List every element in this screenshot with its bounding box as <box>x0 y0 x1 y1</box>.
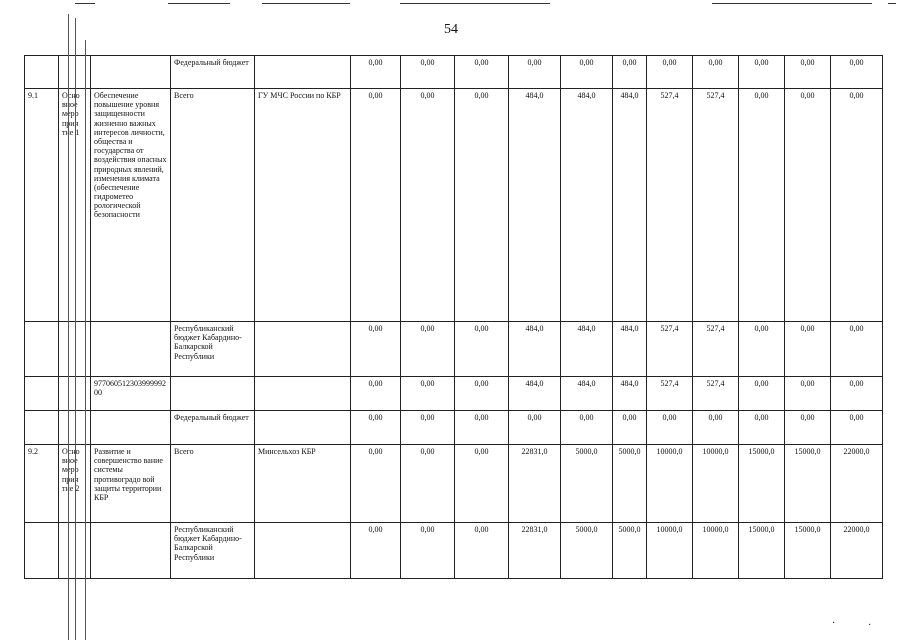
amount-cell: 0,00 <box>647 411 693 445</box>
amount-cell: 5000,0 <box>613 523 647 579</box>
amount-cell: 0,00 <box>785 89 831 322</box>
row-number-cell: 9.2 <box>25 445 59 523</box>
amount-cell: 0,00 <box>785 411 831 445</box>
amount-cell: 0,00 <box>351 322 401 377</box>
amount-cell: 15000,0 <box>739 445 785 523</box>
amount-cell: 0,00 <box>613 56 647 89</box>
amount-cell: 0,00 <box>401 89 455 322</box>
table-row <box>25 322 883 377</box>
amount-cell: 15000,0 <box>785 523 831 579</box>
amount-cell: 0,00 <box>509 411 561 445</box>
row-number-cell <box>25 322 59 377</box>
event-name-cell <box>91 322 171 377</box>
amount-cell: 22000,0 <box>831 445 883 523</box>
amount-cell: 0,00 <box>831 56 883 89</box>
amount-cell: 484,0 <box>561 322 613 377</box>
amount-cell: 0,00 <box>455 411 509 445</box>
table-row <box>25 377 883 411</box>
amount-cell: 0,00 <box>785 377 831 411</box>
amount-cell: 484,0 <box>561 89 613 322</box>
amount-cell: 0,00 <box>739 377 785 411</box>
amount-cell: 527,4 <box>693 377 739 411</box>
executor-cell <box>255 377 351 411</box>
row-number-cell <box>25 523 59 579</box>
amount-cell: 0,00 <box>561 411 613 445</box>
event-name-cell <box>91 523 171 579</box>
amount-cell: 22000,0 <box>831 523 883 579</box>
amount-cell: 10000,0 <box>693 445 739 523</box>
amount-cell: 484,0 <box>613 89 647 322</box>
scan-mark: · <box>832 618 836 629</box>
amount-cell: 527,4 <box>647 89 693 322</box>
amount-cell: 0,00 <box>739 89 785 322</box>
event-name-cell: 97706051230399999200 <box>91 377 171 411</box>
amount-cell: 0,00 <box>351 411 401 445</box>
header-rule <box>712 3 872 4</box>
amount-cell: 0,00 <box>785 56 831 89</box>
amount-cell: 0,00 <box>455 445 509 523</box>
amount-cell: 0,00 <box>785 322 831 377</box>
page-number: 54 <box>444 22 458 37</box>
amount-cell: 484,0 <box>561 377 613 411</box>
amount-cell: 484,0 <box>509 322 561 377</box>
amount-cell: 0,00 <box>401 377 455 411</box>
amount-cell: 0,00 <box>455 89 509 322</box>
amount-cell: 0,00 <box>455 377 509 411</box>
scan-mark: · <box>868 620 872 631</box>
amount-cell: 0,00 <box>351 56 401 89</box>
amount-cell: 0,00 <box>831 411 883 445</box>
amount-cell: 0,00 <box>401 445 455 523</box>
amount-cell: 0,00 <box>739 56 785 89</box>
table-row <box>25 445 883 523</box>
table-row <box>25 56 883 89</box>
amount-cell: 0,00 <box>831 322 883 377</box>
amount-cell: 0,00 <box>647 56 693 89</box>
amount-cell: 10000,0 <box>647 445 693 523</box>
amount-cell: 0,00 <box>455 56 509 89</box>
amount-cell: 0,00 <box>401 322 455 377</box>
amount-cell: 0,00 <box>455 322 509 377</box>
executor-cell <box>255 56 351 89</box>
amount-cell: 484,0 <box>509 377 561 411</box>
event-name-cell: Развитие и совершенство вание системы противоградо вой защиты территории КБР <box>91 445 171 523</box>
amount-cell: 10000,0 <box>647 523 693 579</box>
amount-cell: 0,00 <box>739 411 785 445</box>
row-number-cell: 9.1 <box>25 89 59 322</box>
scan-margin-line <box>85 40 86 640</box>
amount-cell: 0,00 <box>351 445 401 523</box>
row-number-cell <box>25 56 59 89</box>
funding-source-cell: Всего <box>171 445 255 523</box>
header-rule <box>75 3 95 4</box>
amount-cell: 0,00 <box>455 523 509 579</box>
event-name-cell <box>91 411 171 445</box>
funding-source-cell: Федеральный бюджет <box>171 56 255 89</box>
funding-source-cell <box>171 377 255 411</box>
header-rule <box>262 3 350 4</box>
event-name-cell: Обеспечение повышение уровня защищенности жизненно важных интересов личности, общества и государства от воздействия опасных природных явлений, изменения климата (обеспечение гидрометео рологической безопасности <box>91 89 171 322</box>
funding-source-cell: Всего <box>171 89 255 322</box>
event-kind-cell: Осно вное меро прия тие 2 <box>59 445 91 523</box>
amount-cell: 527,4 <box>693 89 739 322</box>
table-row <box>25 89 883 322</box>
amount-cell: 0,00 <box>351 377 401 411</box>
executor-cell: ГУ МЧС России по КБР <box>255 89 351 322</box>
amount-cell: 0,00 <box>613 411 647 445</box>
amount-cell: 0,00 <box>509 56 561 89</box>
row-number-cell <box>25 377 59 411</box>
amount-cell: 484,0 <box>613 377 647 411</box>
amount-cell: 0,00 <box>739 322 785 377</box>
amount-cell: 0,00 <box>351 523 401 579</box>
executor-cell <box>255 322 351 377</box>
amount-cell: 0,00 <box>401 411 455 445</box>
table-row <box>25 523 883 579</box>
row-number-cell <box>25 411 59 445</box>
funding-source-cell: Федеральный бюджет <box>171 411 255 445</box>
header-rule <box>400 3 550 4</box>
scan-margin-line <box>75 18 76 640</box>
amount-cell: 15000,0 <box>785 445 831 523</box>
event-name-cell <box>91 56 171 89</box>
header-rule <box>168 3 230 4</box>
amount-cell: 0,00 <box>351 89 401 322</box>
amount-cell: 0,00 <box>561 56 613 89</box>
amount-cell: 0,00 <box>401 523 455 579</box>
amount-cell: 15000,0 <box>739 523 785 579</box>
table-row <box>25 411 883 445</box>
amount-cell: 22831,0 <box>509 523 561 579</box>
amount-cell: 484,0 <box>613 322 647 377</box>
funding-source-cell: Республиканский бюджет Кабардино-Балкарской Республики <box>171 523 255 579</box>
header-rule <box>888 3 896 4</box>
event-kind-cell: Осно вное меро прия тие 1 <box>59 89 91 322</box>
amount-cell: 5000,0 <box>613 445 647 523</box>
amount-cell: 5000,0 <box>561 523 613 579</box>
executor-cell <box>255 411 351 445</box>
scan-margin-line <box>68 14 69 640</box>
executor-cell: Минсельхоз КБР <box>255 445 351 523</box>
amount-cell: 22831,0 <box>509 445 561 523</box>
amount-cell: 0,00 <box>401 56 455 89</box>
amount-cell: 0,00 <box>693 56 739 89</box>
amount-cell: 527,4 <box>647 322 693 377</box>
amount-cell: 484,0 <box>509 89 561 322</box>
amount-cell: 527,4 <box>647 377 693 411</box>
executor-cell <box>255 523 351 579</box>
amount-cell: 10000,0 <box>693 523 739 579</box>
amount-cell: 5000,0 <box>561 445 613 523</box>
amount-cell: 0,00 <box>831 89 883 322</box>
amount-cell: 0,00 <box>831 377 883 411</box>
amount-cell: 527,4 <box>693 322 739 377</box>
funding-source-cell: Республиканский бюджет Кабардино-Балкарской Республики <box>171 322 255 377</box>
budget-table <box>24 55 883 579</box>
amount-cell: 0,00 <box>693 411 739 445</box>
